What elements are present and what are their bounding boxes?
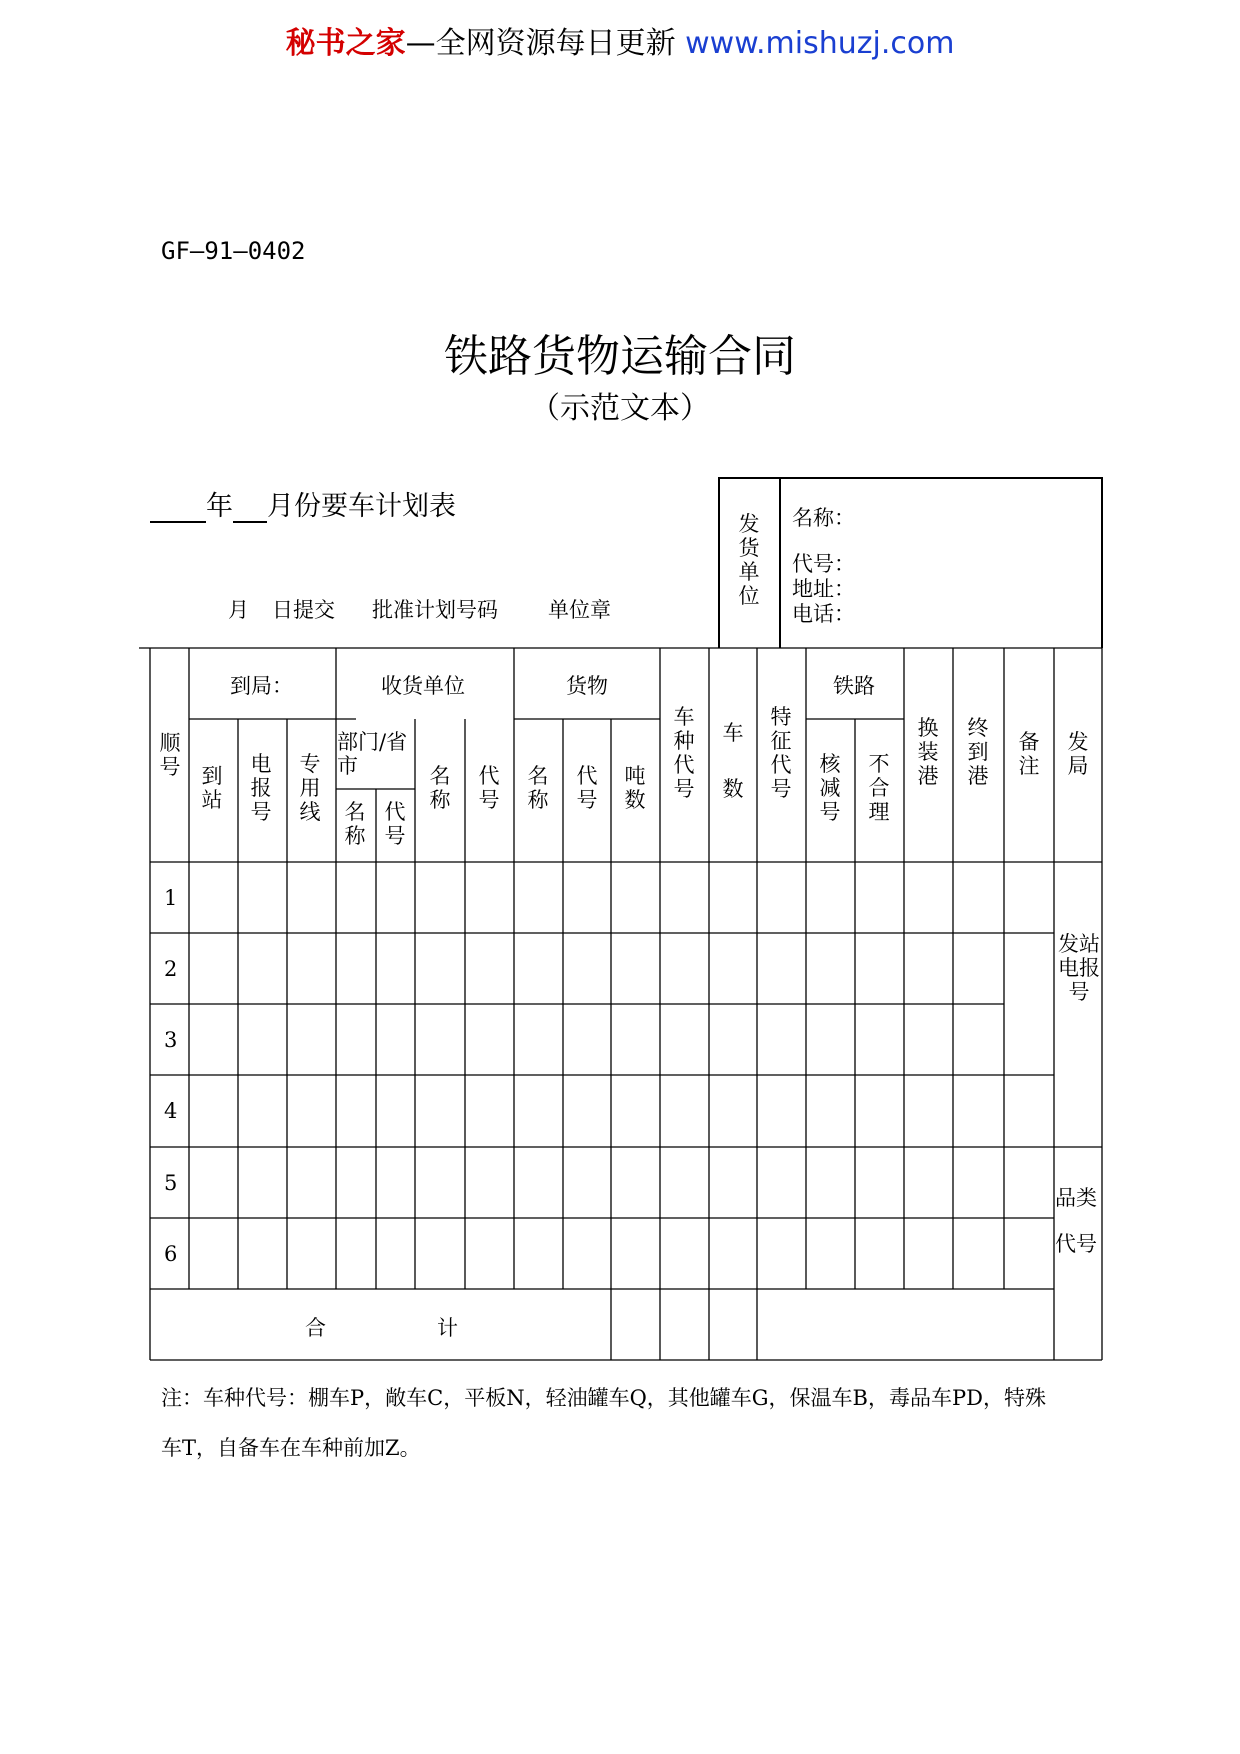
footnote-line-2: 车T，自备车在车种前加Z。 bbox=[161, 1436, 421, 1460]
col-car-count-header bbox=[721, 705, 745, 817]
total-label-ji: 计 bbox=[437, 1316, 458, 1340]
shipper-code-field: 代号： bbox=[792, 552, 855, 576]
col-consignee-code-header: 代号 bbox=[478, 764, 500, 812]
row-number: 1 bbox=[164, 886, 178, 910]
submit-day: 日提交 bbox=[272, 598, 335, 622]
site-tagline: —全网资源每日更新 bbox=[405, 26, 676, 61]
col-dept-name-header: 名称 bbox=[344, 800, 366, 848]
month-label: 月份要车计划表 bbox=[267, 491, 456, 522]
shipper-phone-field: 电话： bbox=[792, 602, 855, 626]
shipper-address-field: 地址： bbox=[792, 577, 855, 601]
total-label-he: 合 bbox=[305, 1316, 326, 1340]
col-goods-code-header: 代号 bbox=[576, 764, 598, 812]
col-dept-code-header: 代号 bbox=[384, 800, 406, 848]
document-subtitle: （示范文本） bbox=[530, 391, 710, 426]
col-unreasonable-header: 不合理 bbox=[868, 752, 890, 824]
col-consignee-name-header: 名称 bbox=[429, 764, 451, 812]
row-number: 5 bbox=[164, 1171, 178, 1195]
document-title: 铁路货物运输合同 bbox=[444, 331, 796, 382]
row-number: 4 bbox=[164, 1099, 178, 1123]
shipper-name-field: 名称： bbox=[792, 506, 855, 530]
unit-seal: 单位章 bbox=[548, 598, 611, 622]
group-arrival-bureau-header: 到局： bbox=[230, 674, 293, 698]
row-number: 6 bbox=[164, 1242, 178, 1266]
col-goods-name-header: 名称 bbox=[527, 764, 549, 812]
side-station-telegraph-label: 发站电报号 bbox=[1058, 932, 1100, 1004]
site-brand: 秘书之家 bbox=[285, 26, 406, 61]
year-label: 年 bbox=[206, 491, 233, 522]
document-code: GF—91—0402 bbox=[161, 237, 306, 265]
group-consignee-header: 收货单位 bbox=[381, 674, 465, 698]
col-car-type-code-header: 车种代号 bbox=[673, 705, 695, 801]
side-category-label: 品类 bbox=[1055, 1186, 1097, 1210]
col-dept-header: 部门/省市 bbox=[337, 730, 408, 778]
row-number: 3 bbox=[164, 1028, 178, 1052]
col-arrival-station-header: 到站 bbox=[201, 764, 223, 812]
group-railway-header: 铁路 bbox=[833, 674, 875, 698]
col-tons-header: 吨数 bbox=[624, 764, 646, 812]
col-seq-header: 顺号 bbox=[159, 731, 181, 779]
col-car-count-text: 车数 bbox=[722, 721, 744, 801]
col-check-reduce-header: 核减号 bbox=[819, 752, 841, 824]
side-category-code-label: 代号 bbox=[1055, 1232, 1097, 1256]
col-private-line-header: 专用线 bbox=[299, 752, 321, 824]
group-goods-header: 货物 bbox=[566, 674, 608, 698]
site-url-link[interactable]: www.mishuzj.com bbox=[685, 26, 955, 61]
approved-plan-number: 批准计划号码 bbox=[372, 598, 498, 622]
col-telegraph-no-header: 电报号 bbox=[250, 752, 272, 824]
shipper-unit-label: 发货单位 bbox=[738, 512, 760, 608]
col-destination-port-header: 终到港 bbox=[967, 716, 989, 788]
col-origin-bureau-header: 发局 bbox=[1067, 730, 1089, 778]
row-number: 2 bbox=[164, 957, 178, 981]
col-feature-code-header: 特征代号 bbox=[770, 705, 792, 801]
col-transship-port-header: 换装港 bbox=[917, 716, 939, 788]
col-remark-header: 备注 bbox=[1018, 730, 1040, 778]
footnote-line-1: 注：车种代号：棚车P，敞车C，平板N，轻油罐车Q，其他罐车G，保温车B，毒品车PD，特殊 bbox=[161, 1386, 1046, 1410]
submit-month: 月 bbox=[228, 598, 249, 622]
